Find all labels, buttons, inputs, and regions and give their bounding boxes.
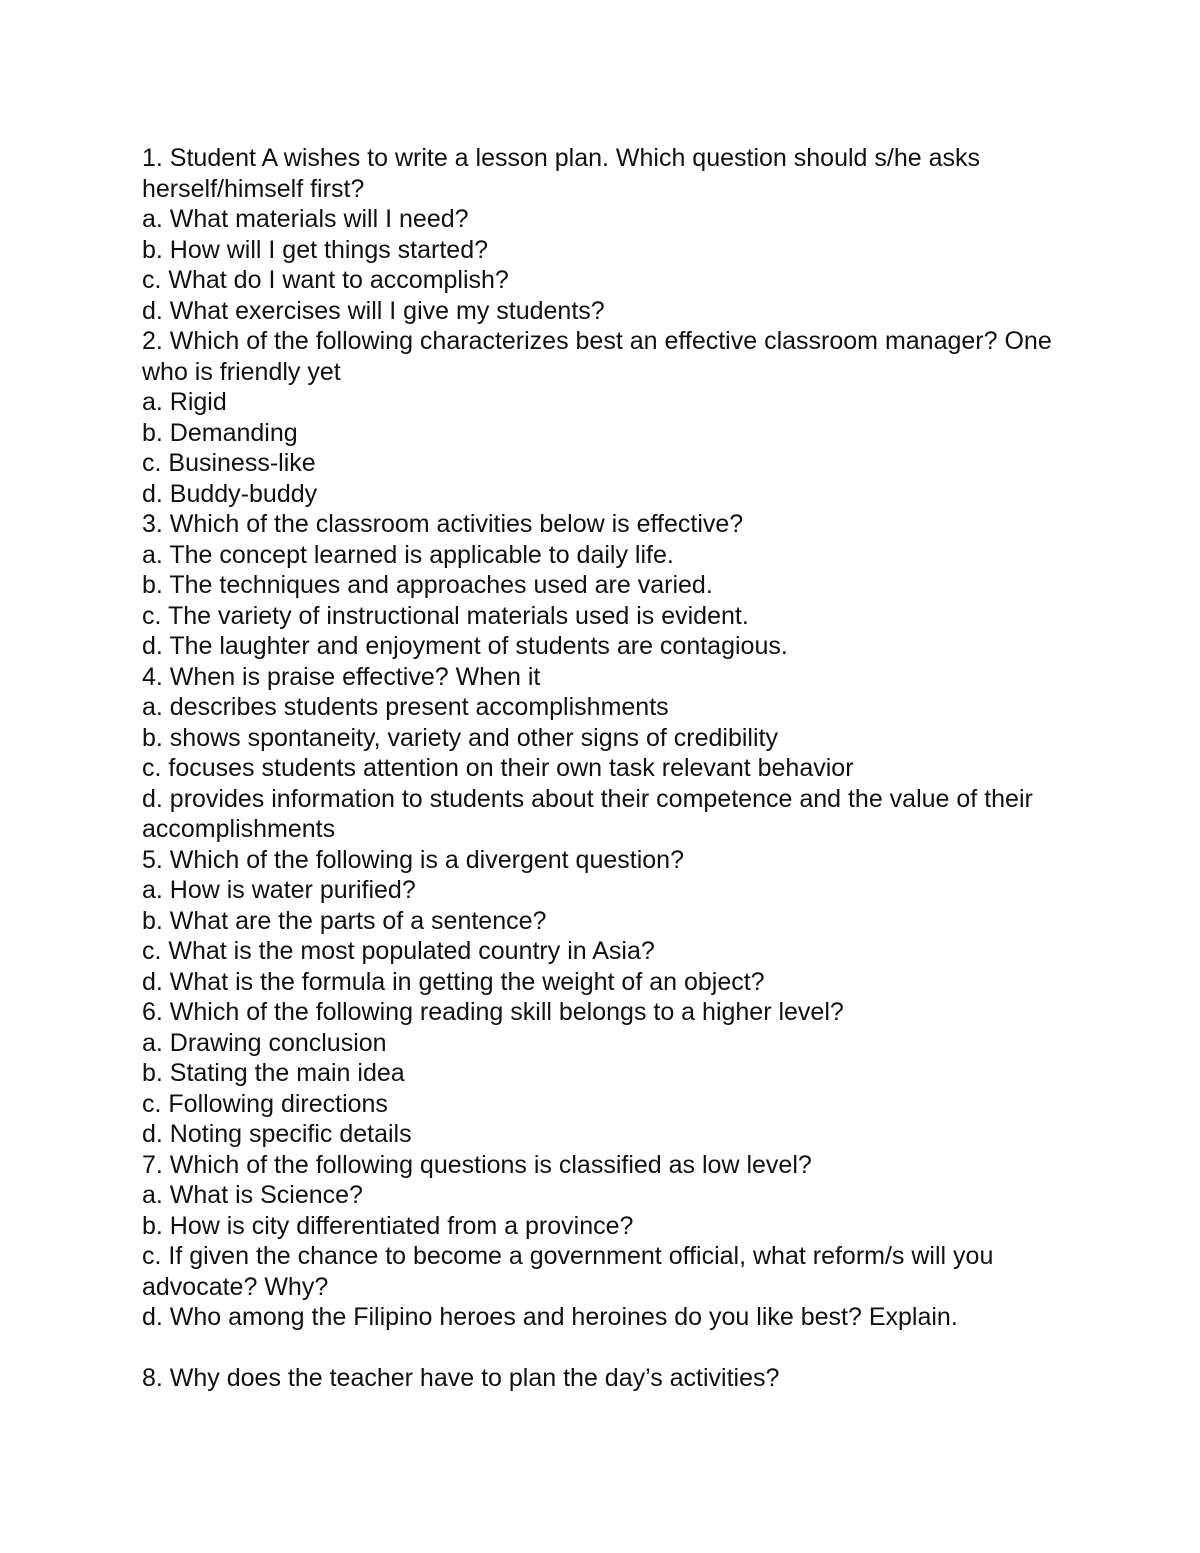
answer-choice: c. What do I want to accomplish?	[142, 266, 509, 294]
answer-choice: d. Noting specific details	[142, 1120, 412, 1148]
answer-choice: a. How is water purified?	[142, 876, 416, 904]
answer-choice: a. Drawing conclusion	[142, 1028, 387, 1057]
answer-choice: d. Who among the Filipino heroes and heroines do you like best? Explain.	[142, 1303, 958, 1331]
final-question-prompt: 8. Why does the teacher have to plan the day’s activities?	[142, 1364, 780, 1392]
paragraph-spacer	[142, 1333, 1072, 1364]
answer-choice: b. How is city differentiated from a province?	[142, 1211, 634, 1240]
answer-choice: a. describes students present accomplishments	[142, 693, 669, 721]
answer-choice: c. What is the most populated country in Asia?	[142, 937, 655, 965]
question-block-1	[142, 143, 1072, 326]
question-prompt: 6. Which of the following reading skill belongs to a higher level?	[142, 998, 844, 1026]
answer-choice: c. Following directions	[142, 1089, 388, 1118]
answer-choice: a. What is Science?	[142, 1181, 363, 1209]
answer-choice: c. The variety of instructional materials used is evident.	[142, 601, 749, 630]
question-block-2	[142, 326, 1072, 509]
question-block-4	[142, 662, 1072, 845]
answer-choice: d. What exercises will I give my students?	[142, 296, 605, 325]
answer-choice: d. The laughter and enjoyment of students are contagious.	[142, 632, 788, 660]
answer-choice: c. focuses students attention on their own task relevant behavior	[142, 754, 854, 782]
answer-choice: b. The techniques and approaches used are varied.	[142, 571, 713, 599]
answer-choice: b. shows spontaneity, variety and other signs of credibility	[142, 723, 778, 752]
answer-choice: b. How will I get things started?	[142, 235, 488, 264]
answer-choice: a. Rigid	[142, 388, 227, 416]
quiz-content	[142, 143, 1072, 1394]
question-prompt: 3. Which of the classroom activities below is effective?	[142, 510, 744, 538]
answer-choice: d. What is the formula in getting the weight of an object?	[142, 967, 765, 996]
answer-choice: a. What materials will I need?	[142, 205, 469, 233]
answer-choice: c. Business-like	[142, 449, 316, 477]
answer-choice: b. What are the parts of a sentence?	[142, 906, 547, 935]
answer-choice: d. Buddy-buddy	[142, 479, 318, 508]
question-block-7	[142, 1150, 1072, 1333]
question-prompt: 7. Which of the following questions is classified as low level?	[142, 1150, 812, 1179]
question-prompt: 2. Which of the following characterizes best an effective classroom manager? One who is friendly yet	[142, 327, 1052, 386]
answer-choice: c. If given the chance to become a government official, what reform/s will you advocate? Why?	[142, 1242, 994, 1301]
question-prompt: 5. Which of the following is a divergent question?	[142, 845, 684, 874]
answer-choice: a. The concept learned is applicable to daily life.	[142, 540, 674, 569]
question-prompt: 1. Student A wishes to write a lesson plan. Which question should s/he asks herself/himself first?	[142, 144, 980, 203]
answer-choice: b. Stating the main idea	[142, 1059, 405, 1087]
answer-choice: b. Demanding	[142, 418, 298, 447]
answer-choice: d. provides information to students about their competence and the value of their accomplishments	[142, 784, 1033, 843]
question-block-3	[142, 509, 1072, 662]
question-prompt: 4. When is praise effective? When it	[142, 662, 541, 691]
question-block-5	[142, 845, 1072, 998]
question-block-6	[142, 997, 1072, 1150]
